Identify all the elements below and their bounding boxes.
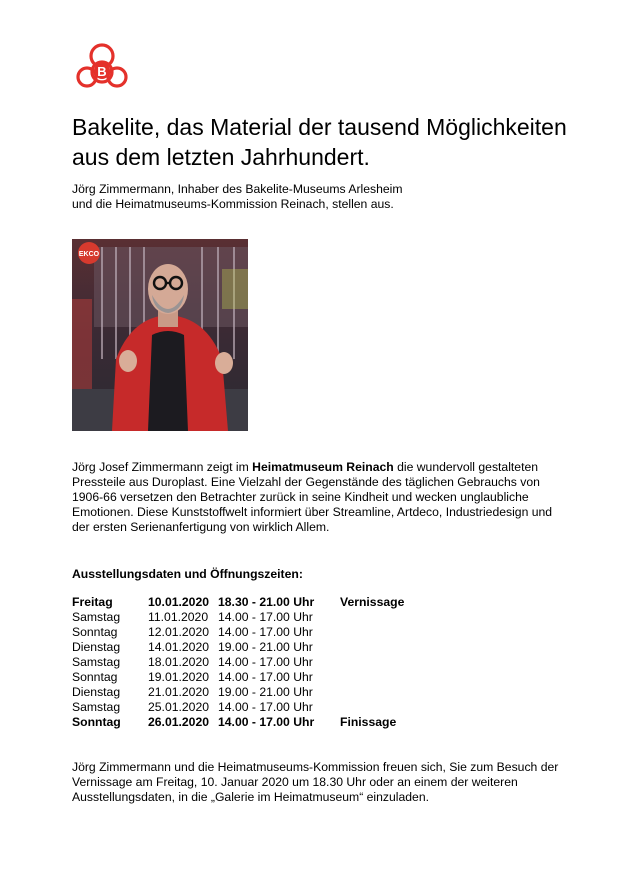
ekco-sign: EKCO [78, 251, 100, 258]
schedule-day: Dienstag [72, 640, 121, 654]
schedule-day: Sonntag [72, 625, 118, 639]
schedule-day: Samstag [72, 700, 121, 714]
schedule-time: 14.00 - 17.00 Uhr [218, 715, 315, 729]
svg-text:B: B [97, 64, 107, 79]
schedule-date: 25.01.2020 [148, 700, 209, 714]
schedule-day: Samstag [72, 610, 121, 624]
schedule-time: 19.00 - 21.00 Uhr [218, 685, 313, 699]
schedule-date: 26.01.2020 [148, 715, 209, 729]
schedule-day: Dienstag [72, 685, 121, 699]
schedule-time: 14.00 - 17.00 Uhr [218, 700, 313, 714]
schedule-note [340, 700, 404, 715]
schedule-heading: Ausstellungsdaten und Öffnungszeiten: [72, 567, 303, 581]
portrait-photo [72, 239, 248, 431]
subtitle [72, 182, 592, 212]
description-part-1: Jörg Josef Zimmermann zeigt im [72, 460, 253, 474]
schedule-note: Vernissage [340, 595, 405, 609]
schedule-date: 19.01.2020 [148, 670, 209, 684]
schedule-row [72, 700, 404, 715]
description-paragraph [72, 460, 562, 535]
schedule-day: Freitag [72, 595, 113, 609]
schedule-time: 14.00 - 17.00 Uhr [218, 670, 313, 684]
page-title: Bakelite, das Material der tausend Möglichkeiten aus dem letzten Jahrhundert. [72, 114, 567, 170]
schedule-date: 12.01.2020 [148, 625, 209, 639]
schedule-time: 14.00 - 17.00 Uhr [218, 655, 313, 669]
subtitle-line-2: und die Heimatmuseums-Kommission Reinach, stellen aus. [72, 197, 394, 211]
schedule-note [340, 655, 404, 670]
schedule-day: Sonntag [72, 670, 118, 684]
schedule-date: 21.01.2020 [148, 685, 209, 699]
schedule-day: Samstag [72, 655, 121, 669]
schedule-time: 18.30 - 21.00 Uhr [218, 595, 315, 609]
schedule-row [72, 625, 404, 640]
schedule-date: 10.01.2020 [148, 595, 209, 609]
schedule-row [72, 595, 404, 610]
schedule-note [340, 670, 404, 685]
schedule-time: 14.00 - 17.00 Uhr [218, 610, 313, 624]
schedule-row [72, 685, 404, 700]
schedule-row [72, 640, 404, 655]
description-highlight: Heimatmuseum Reinach [252, 460, 394, 474]
schedule-row [72, 670, 404, 685]
schedule-table [72, 595, 404, 730]
schedule-note: Finissage [340, 715, 397, 729]
schedule-note [340, 685, 404, 700]
schedule-time: 19.00 - 21.00 Uhr [218, 640, 313, 654]
schedule-date: 18.01.2020 [148, 655, 209, 669]
schedule-note [340, 610, 404, 625]
description-part-2: die wundervoll gestalteten Pressteile aus Duroplast. Eine Vielzahl der Gegenstände des täglichen Gebrauchs von 1906-66 versetzen den Betrachter zurück in seine Kindheit und wecken unglaubliche Emotionen. Diese Kunststoffwelt informiert über Streamline, Artdeco, Industriedesign und der ersten Serienanfertigung von wirklich Allem. [72, 460, 553, 534]
bakelite-logo-icon [76, 42, 128, 92]
subtitle-line-1: Jörg Zimmermann, Inhaber des Bakelite-Museums Arlesheim [72, 182, 403, 196]
schedule-day: Sonntag [72, 715, 121, 729]
schedule-note [340, 625, 404, 640]
schedule-row [72, 610, 404, 625]
closing-paragraph: Jörg Zimmermann und die Heimatmuseums-Kommission freuen sich, Sie zum Besuch der Vernissage am Freitag, 10. Januar 2020 um 18.30 Uhr oder an einem der weiteren Ausstellungsdaten, in die „Galerie im Heimatmuseum“ einzuladen. [72, 760, 559, 804]
schedule-note [340, 640, 404, 655]
schedule-date: 11.01.2020 [148, 610, 209, 624]
schedule-date: 14.01.2020 [148, 640, 209, 654]
schedule-row [72, 715, 404, 730]
schedule-row [72, 655, 404, 670]
schedule-time: 14.00 - 17.00 Uhr [218, 625, 313, 639]
